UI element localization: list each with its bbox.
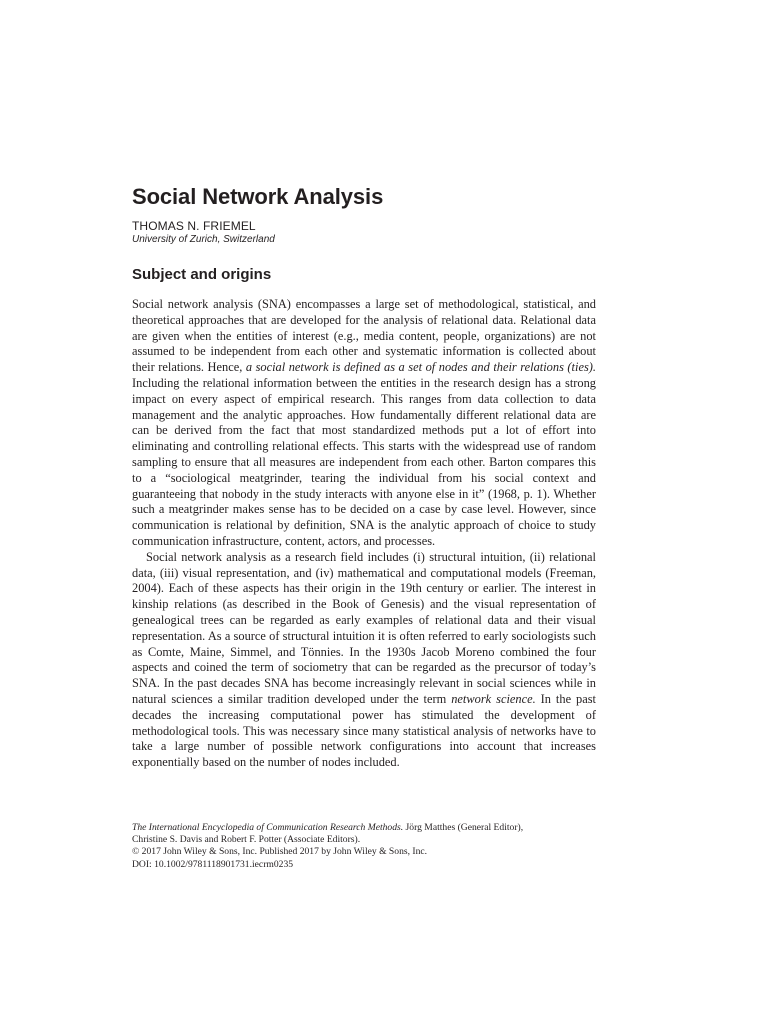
section-heading: Subject and origins bbox=[132, 266, 272, 283]
paragraph bbox=[132, 297, 596, 550]
paragraph-text: Including the relational information between the entities in the research design has a strong impact on every aspect of empirical research. This ranges from data collection to data management and the analytic approaches. How fundamentally different relational data are can be derived from the fact that most standardized methods put a lot of effort into eliminating and controlling relational effects. This starts with the widespread use of random sampling to ensure that all measures are independent from each other. Barton compares this to a “sociological meatgrinder, tearing the individual from his social context and guaranteeing that nobody in the study interacts with anyone else in it” (1968, p. 1). Whether such a meatgrinder makes sense has to be decided on a case by case level. However, since communication is relational by definition, SNA is the analytic approach of choice to study communication infrastructure, content, actors, and processes. bbox=[132, 375, 596, 548]
paragraph-text: In the past decades the increasing computational power has stimulated the development of methodological tools. This was necessary since many statistical analysis of networks have to take a large number of possible network configurations into account that increases exponentially based on the number of nodes included. bbox=[132, 691, 596, 770]
citation-footer bbox=[132, 822, 602, 871]
paragraph-emphasis: a social network is defined as a set of nodes and their relations (ties). bbox=[245, 360, 596, 375]
encyclopedia-title: The International Encyclopedia of Communication Research Methods. bbox=[132, 822, 404, 833]
footer-line bbox=[132, 822, 602, 834]
paragraph-emphasis: network science. bbox=[451, 691, 536, 706]
article-title: Social Network Analysis bbox=[132, 184, 384, 209]
copyright-notice: © 2017 John Wiley & Sons, Inc. Published 2017 by John Wiley & Sons, Inc. bbox=[132, 846, 428, 858]
paragraph-text: Social network analysis (SNA) encompasses a large set of methodological, statistical, and theoretical approaches that are developed for the analysis of relational data. Relational data are given when the entities of interest (e.g., media content, people, organizations) are not assumed to be independent from each other and systematic information is collected about their relations. Hence, bbox=[132, 297, 596, 375]
author-affiliation: University of Zurich, Switzerland bbox=[132, 234, 275, 245]
paragraph bbox=[132, 550, 596, 771]
doi: DOI: 10.1002/9781118901731.iecrm0235 bbox=[132, 858, 294, 870]
body-text bbox=[132, 297, 596, 771]
author-name: THOMAS N. FRIEMEL bbox=[132, 219, 256, 233]
paragraph-text: Social network analysis as a research field includes (i) structural intuition, (ii) relational data, (iii) visual representation, and (iv) mathematical and computational models (Freeman, 2004). Each of these aspects has their origin in the 19th century or earlier. The interest in kinship relations (as described in the Book of Genesis) and the visual representation of genealogical trees can be regarded as early examples of relational data and their visual representation. As a source of structural intuition it is often referred to early sociologists such as Comte, Maine, Simmel, and Tönnies. In the 1930s Jacob Moreno combined the four aspects and coined the term of sociometry that can be regarded as the precursor of today’s SNA. In the past decades SNA has become increasingly relevant in social sciences while in natural sciences a similar tradition developed under the term bbox=[132, 549, 596, 706]
associate-editors: Christine S. Davis and Robert F. Potter (Associate Editors). bbox=[132, 834, 361, 846]
general-editor: Jörg Matthes (General Editor), bbox=[403, 822, 524, 833]
